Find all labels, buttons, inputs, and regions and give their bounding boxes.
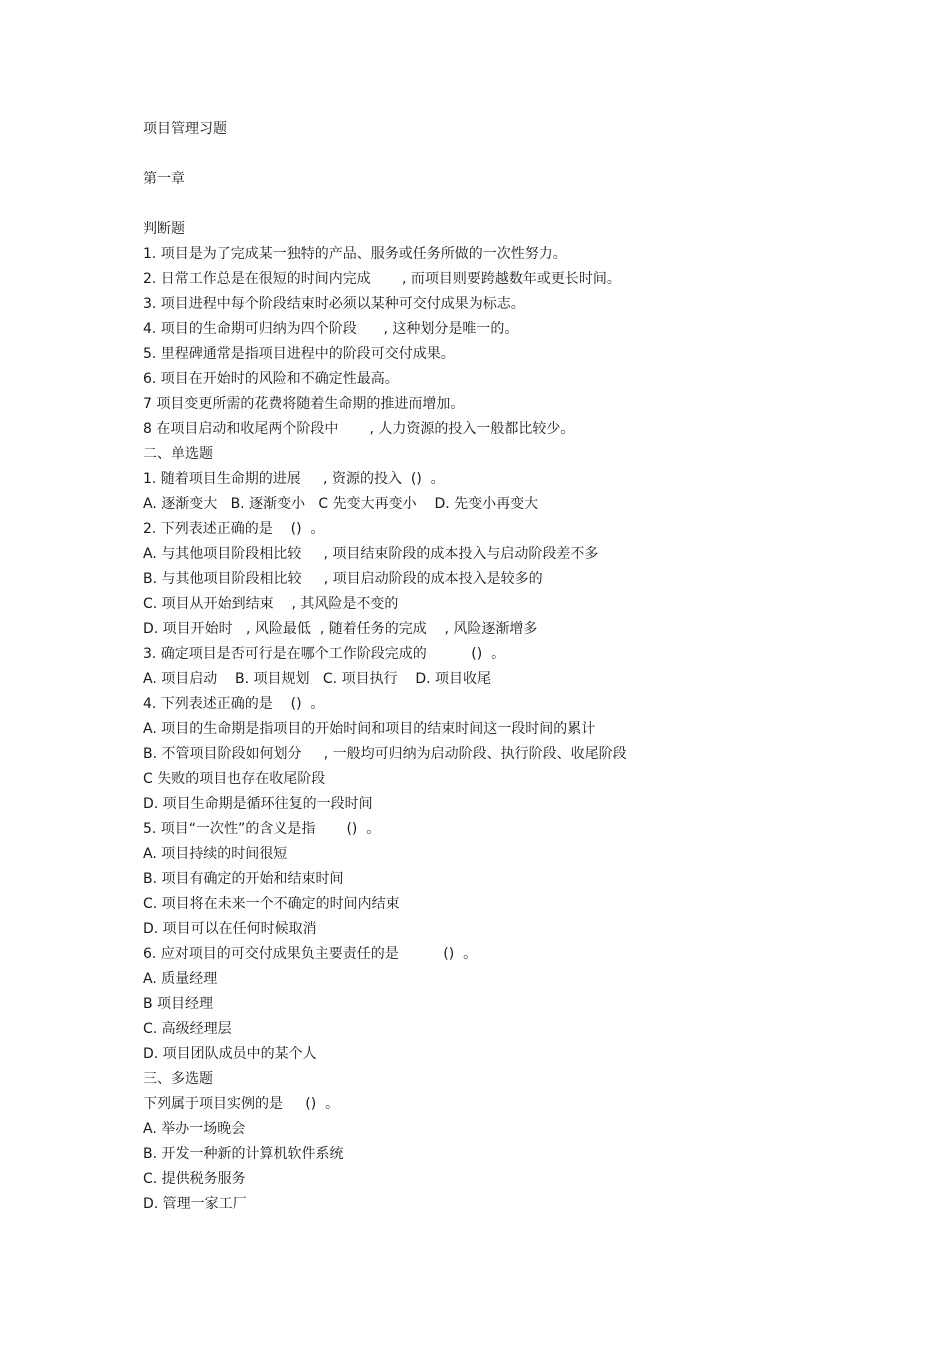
single-choice-line: A. 与其他项目阶段相比较 , 项目结束阶段的成本投入与启动阶段差不多 <box>143 546 599 562</box>
single-choice-line: A. 项目启动 B. 项目规划 C. 项目执行 D. 项目收尾 <box>143 671 492 687</box>
judgment-item: 7 项目变更所需的花费将随着生命期的推进而增加。 <box>143 396 465 412</box>
single-choice-heading: 二、单选题 <box>143 446 213 462</box>
chapter-heading: 第一章 <box>143 171 185 187</box>
single-choice-line: 1. 随着项目生命期的进展 , 资源的投入 () 。 <box>143 471 445 487</box>
single-choice-line: A. 项目持续的时间很短 <box>143 846 288 862</box>
single-choice-line: C. 高级经理层 <box>143 1021 232 1037</box>
judgment-item: 4. 项目的生命期可归纳为四个阶段 , 这种划分是唯一的。 <box>143 321 519 337</box>
single-choice-line: 3. 确定项目是否可行是在哪个工作阶段完成的 () 。 <box>143 646 506 662</box>
single-choice-line: A. 项目的生命期是指项目的开始时间和项目的结束时间这一段时间的累计 <box>143 721 596 737</box>
single-choice-line: B. 项目有确定的开始和结束时间 <box>143 871 344 887</box>
judgment-item: 3. 项目进程中每个阶段结束时必须以某种可交付成果为标志。 <box>143 296 525 312</box>
judgment-item: 2. 日常工作总是在很短的时间内完成 , 而项目则要跨越数年或更长时间。 <box>143 271 621 287</box>
multiple-choice-line: D. 管理一家工厂 <box>143 1196 247 1212</box>
multiple-choice-line: A. 举办一场晚会 <box>143 1121 246 1137</box>
multiple-choice-line: 下列属于项目实例的是 () 。 <box>143 1096 340 1112</box>
single-choice-line: 2. 下列表述正确的是 () 。 <box>143 521 325 537</box>
multiple-choice-line: C. 提供税务服务 <box>143 1171 246 1187</box>
judgment-item: 5. 里程碑通常是指项目进程中的阶段可交付成果。 <box>143 346 455 362</box>
single-choice-line: A. 逐渐变大 B. 逐渐变小 C 先变大再变小 D. 先变小再变大 <box>143 496 539 512</box>
single-choice-line: C 失败的项目也存在收尾阶段 <box>143 771 326 787</box>
single-choice-line: B. 与其他项目阶段相比较 , 项目启动阶段的成本投入是较多的 <box>143 571 543 587</box>
single-choice-line: C. 项目将在未来一个不确定的时间内结束 <box>143 896 400 912</box>
single-choice-line: 5. 项目“一次性”的含义是指 () 。 <box>143 821 381 837</box>
multiple-choice-heading: 三、多选题 <box>143 1071 213 1087</box>
single-choice-line: D. 项目生命期是循环往复的一段时间 <box>143 796 373 812</box>
single-choice-line: D. 项目开始时 , 风险最低 , 随着任务的完成 , 风险逐渐增多 <box>143 621 538 637</box>
single-choice-line: D. 项目团队成员中的某个人 <box>143 1046 317 1062</box>
judgment-item: 1. 项目是为了完成某一独特的产品、服务或任务所做的一次性努力。 <box>143 246 567 262</box>
multiple-choice-line: B. 开发一种新的计算机软件系统 <box>143 1146 344 1162</box>
single-choice-line: C. 项目从开始到结束 , 其风险是不变的 <box>143 596 399 612</box>
single-choice-line: D. 项目可以在任何时候取消 <box>143 921 317 937</box>
single-choice-line: 6. 应对项目的可交付成果负主要责任的是 () 。 <box>143 946 478 962</box>
judgment-item: 8 在项目启动和收尾两个阶段中 , 人力资源的投入一般都比较少。 <box>143 421 575 437</box>
single-choice-line: A. 质量经理 <box>143 971 218 987</box>
single-choice-line: B. 不管项目阶段如何划分 , 一般均可归纳为启动阶段、执行阶段、收尾阶段 <box>143 746 627 762</box>
document-title: 项目管理习题 <box>143 121 227 137</box>
single-choice-line: 4. 下列表述正确的是 () 。 <box>143 696 325 712</box>
judgment-heading: 判断题 <box>143 221 185 237</box>
single-choice-line: B 项目经理 <box>143 996 214 1012</box>
judgment-item: 6. 项目在开始时的风险和不确定性最高。 <box>143 371 399 387</box>
